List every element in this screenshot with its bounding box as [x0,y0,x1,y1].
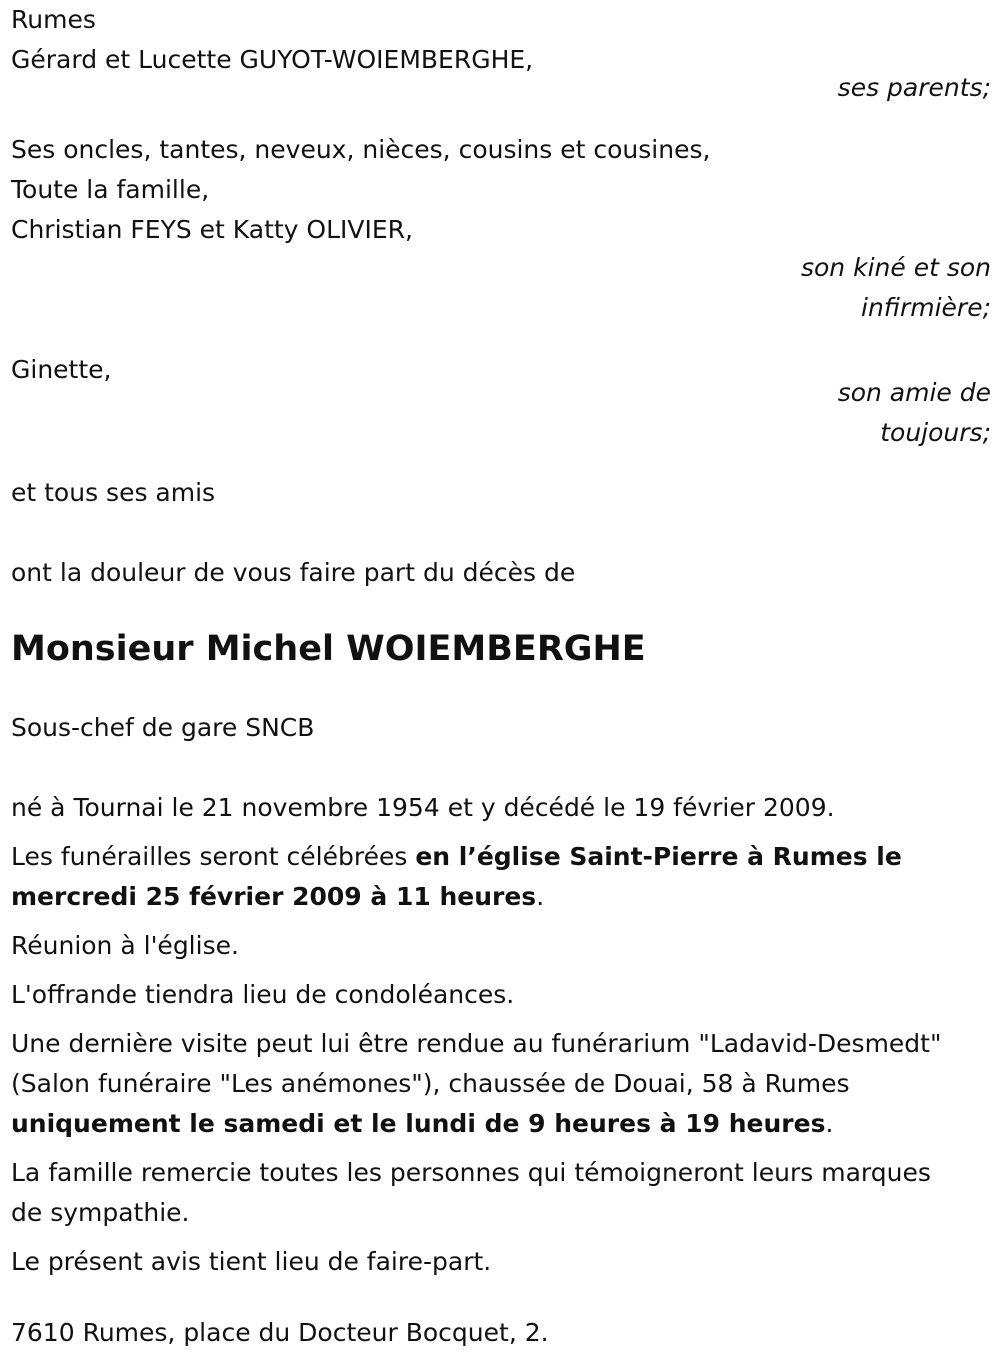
deceased-name: Monsieur Michel WOIEMBERGHE [11,629,646,669]
visit-paragraph [11,1024,966,1144]
relatives: Ses oncles, tantes, neveux, nièces, cousins et cousines, [11,135,711,164]
funeral-text: Les funérailles seront célébrées [11,842,416,871]
visit-end: . [825,1109,834,1138]
friend-role-2: toujours; [880,418,991,447]
profession: Sous-chef de gare SNCB [11,713,315,742]
thanks: La famille remercie toutes les personnes qui témoigneront leurs marques de sympathie. [11,1158,931,1227]
funeral-details: en l’église Saint-Pierre à Rumes le mercredi 25 février 2009 à 11 heures [11,842,902,911]
notice: Le présent avis tient lieu de faire-part. [11,1247,492,1276]
parents-names: Gérard et Lucette GUYOT-WOIEMBERGHE, [11,45,534,74]
spacer [11,513,991,553]
all-friends: et tous ses amis [11,478,216,507]
gathering: Réunion à l'église. [11,931,239,960]
caregivers-role-1: son kiné et son [800,253,991,282]
funeral-end: . [536,882,545,911]
intro-text: ont la douleur de vous faire part du décès de [11,558,576,587]
friend-name: Ginette, [11,355,112,384]
village: Rumes [11,5,96,34]
birth-death: né à Tournai le 21 novembre 1954 et y décédé le 19 février 2009. [11,793,835,822]
visit-hours: uniquement le samedi et le lundi de 9 heures à 19 heures [11,1109,826,1138]
spacer [11,108,991,130]
parents-role: ses parents; [837,73,991,102]
friend-role-1: son amie de [837,378,991,407]
address: 7610 Rumes, place du Docteur Bocquet, 2. [11,1318,549,1347]
death-notice [11,0,991,1353]
visit-text: Une dernière visite peut lui être rendue au funérarium "Ladavid-Desmedt" (Salon funéraire "Les anémones"), chaussée de Douai, 58 à Rumes [11,1029,942,1098]
caregivers-role-2: infirmière; [861,293,991,322]
offering: L'offrande tiendra lieu de condoléances. [11,980,515,1009]
caregivers-names: Christian FEYS et Katty OLIVIER, [11,215,413,244]
whole-family: Toute la famille, [11,175,210,204]
funeral-paragraph [11,837,966,917]
